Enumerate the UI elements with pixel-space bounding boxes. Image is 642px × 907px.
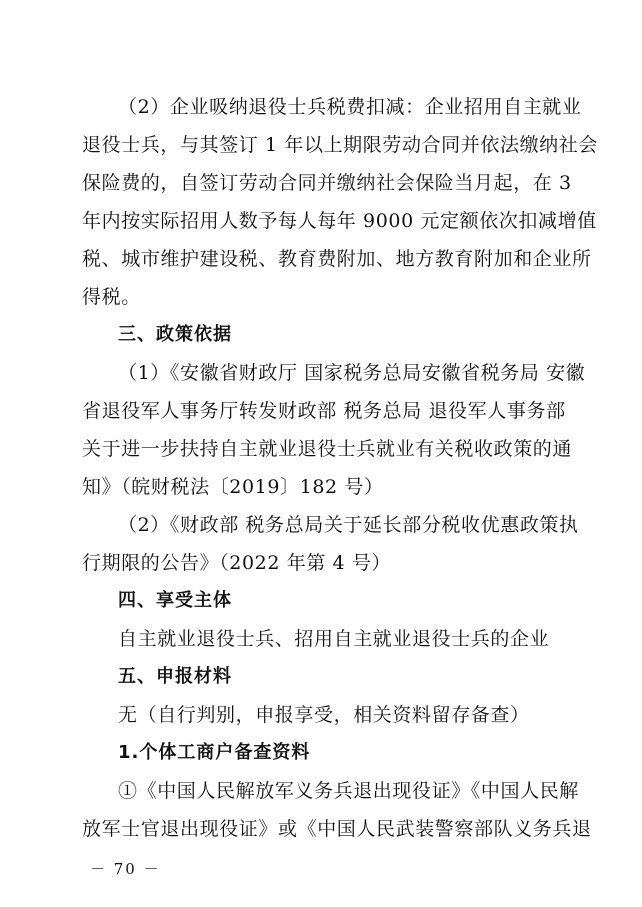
subsection-heading: 1.个体工商户备查资料 bbox=[118, 742, 311, 763]
paragraph-line: 省退役军人事务厅转发财政部 税务总局 退役军人事务部 bbox=[82, 400, 566, 422]
paragraph-line: （1）《安徽省财政厅 国家税务总局安徽省税务局 安徽 bbox=[118, 362, 586, 384]
paragraph-line: 得税。 bbox=[82, 286, 141, 308]
paragraph-line: （2）企业吸纳退役士兵税费扣减：企业招用自主就业 bbox=[118, 96, 582, 118]
page-number: － 70 － bbox=[90, 860, 161, 878]
paragraph-line: （2）《财政部 税务总局关于延长部分税收优惠政策执 bbox=[118, 514, 579, 536]
paragraph-line: 保险费的，自签订劳动合同并缴纳社会保险当月起，在 3 bbox=[82, 172, 572, 194]
paragraph-line: 退役士兵，与其签订 1 年以上期限劳动合同并依法缴纳社会 bbox=[82, 134, 598, 156]
paragraph-line: 知》（皖财税法〔2019〕182 号） bbox=[82, 476, 384, 498]
section-heading: 四、享受主体 bbox=[118, 590, 232, 611]
paragraph-line: 关于进一步扶持自主就业退役士兵就业有关税收政策的通 bbox=[82, 438, 573, 460]
paragraph-line: 放军士官退出现役证》或《中国人民武装警察部队义务兵退 bbox=[82, 818, 592, 840]
section-heading: 五、申报材料 bbox=[118, 666, 232, 687]
paragraph-line: ①《中国人民解放军义务兵退出现役证》《中国人民解 bbox=[118, 780, 579, 802]
paragraph-line: 税、城市维护建设税、教育费附加、地方教育附加和企业所 bbox=[82, 248, 592, 270]
paragraph-line: 年内按实际招用人数予每人每年 9000 元定额依次扣减增值 bbox=[82, 210, 597, 232]
paragraph-line: 自主就业退役士兵、招用自主就业退役士兵的企业 bbox=[118, 628, 550, 650]
paragraph-line: 无（自行判别，申报享受，相关资料留存备查） bbox=[118, 704, 530, 726]
section-heading: 三、政策依据 bbox=[118, 324, 232, 345]
paragraph-line: 行期限的公告》（2022 年第 4 号） bbox=[82, 552, 392, 574]
